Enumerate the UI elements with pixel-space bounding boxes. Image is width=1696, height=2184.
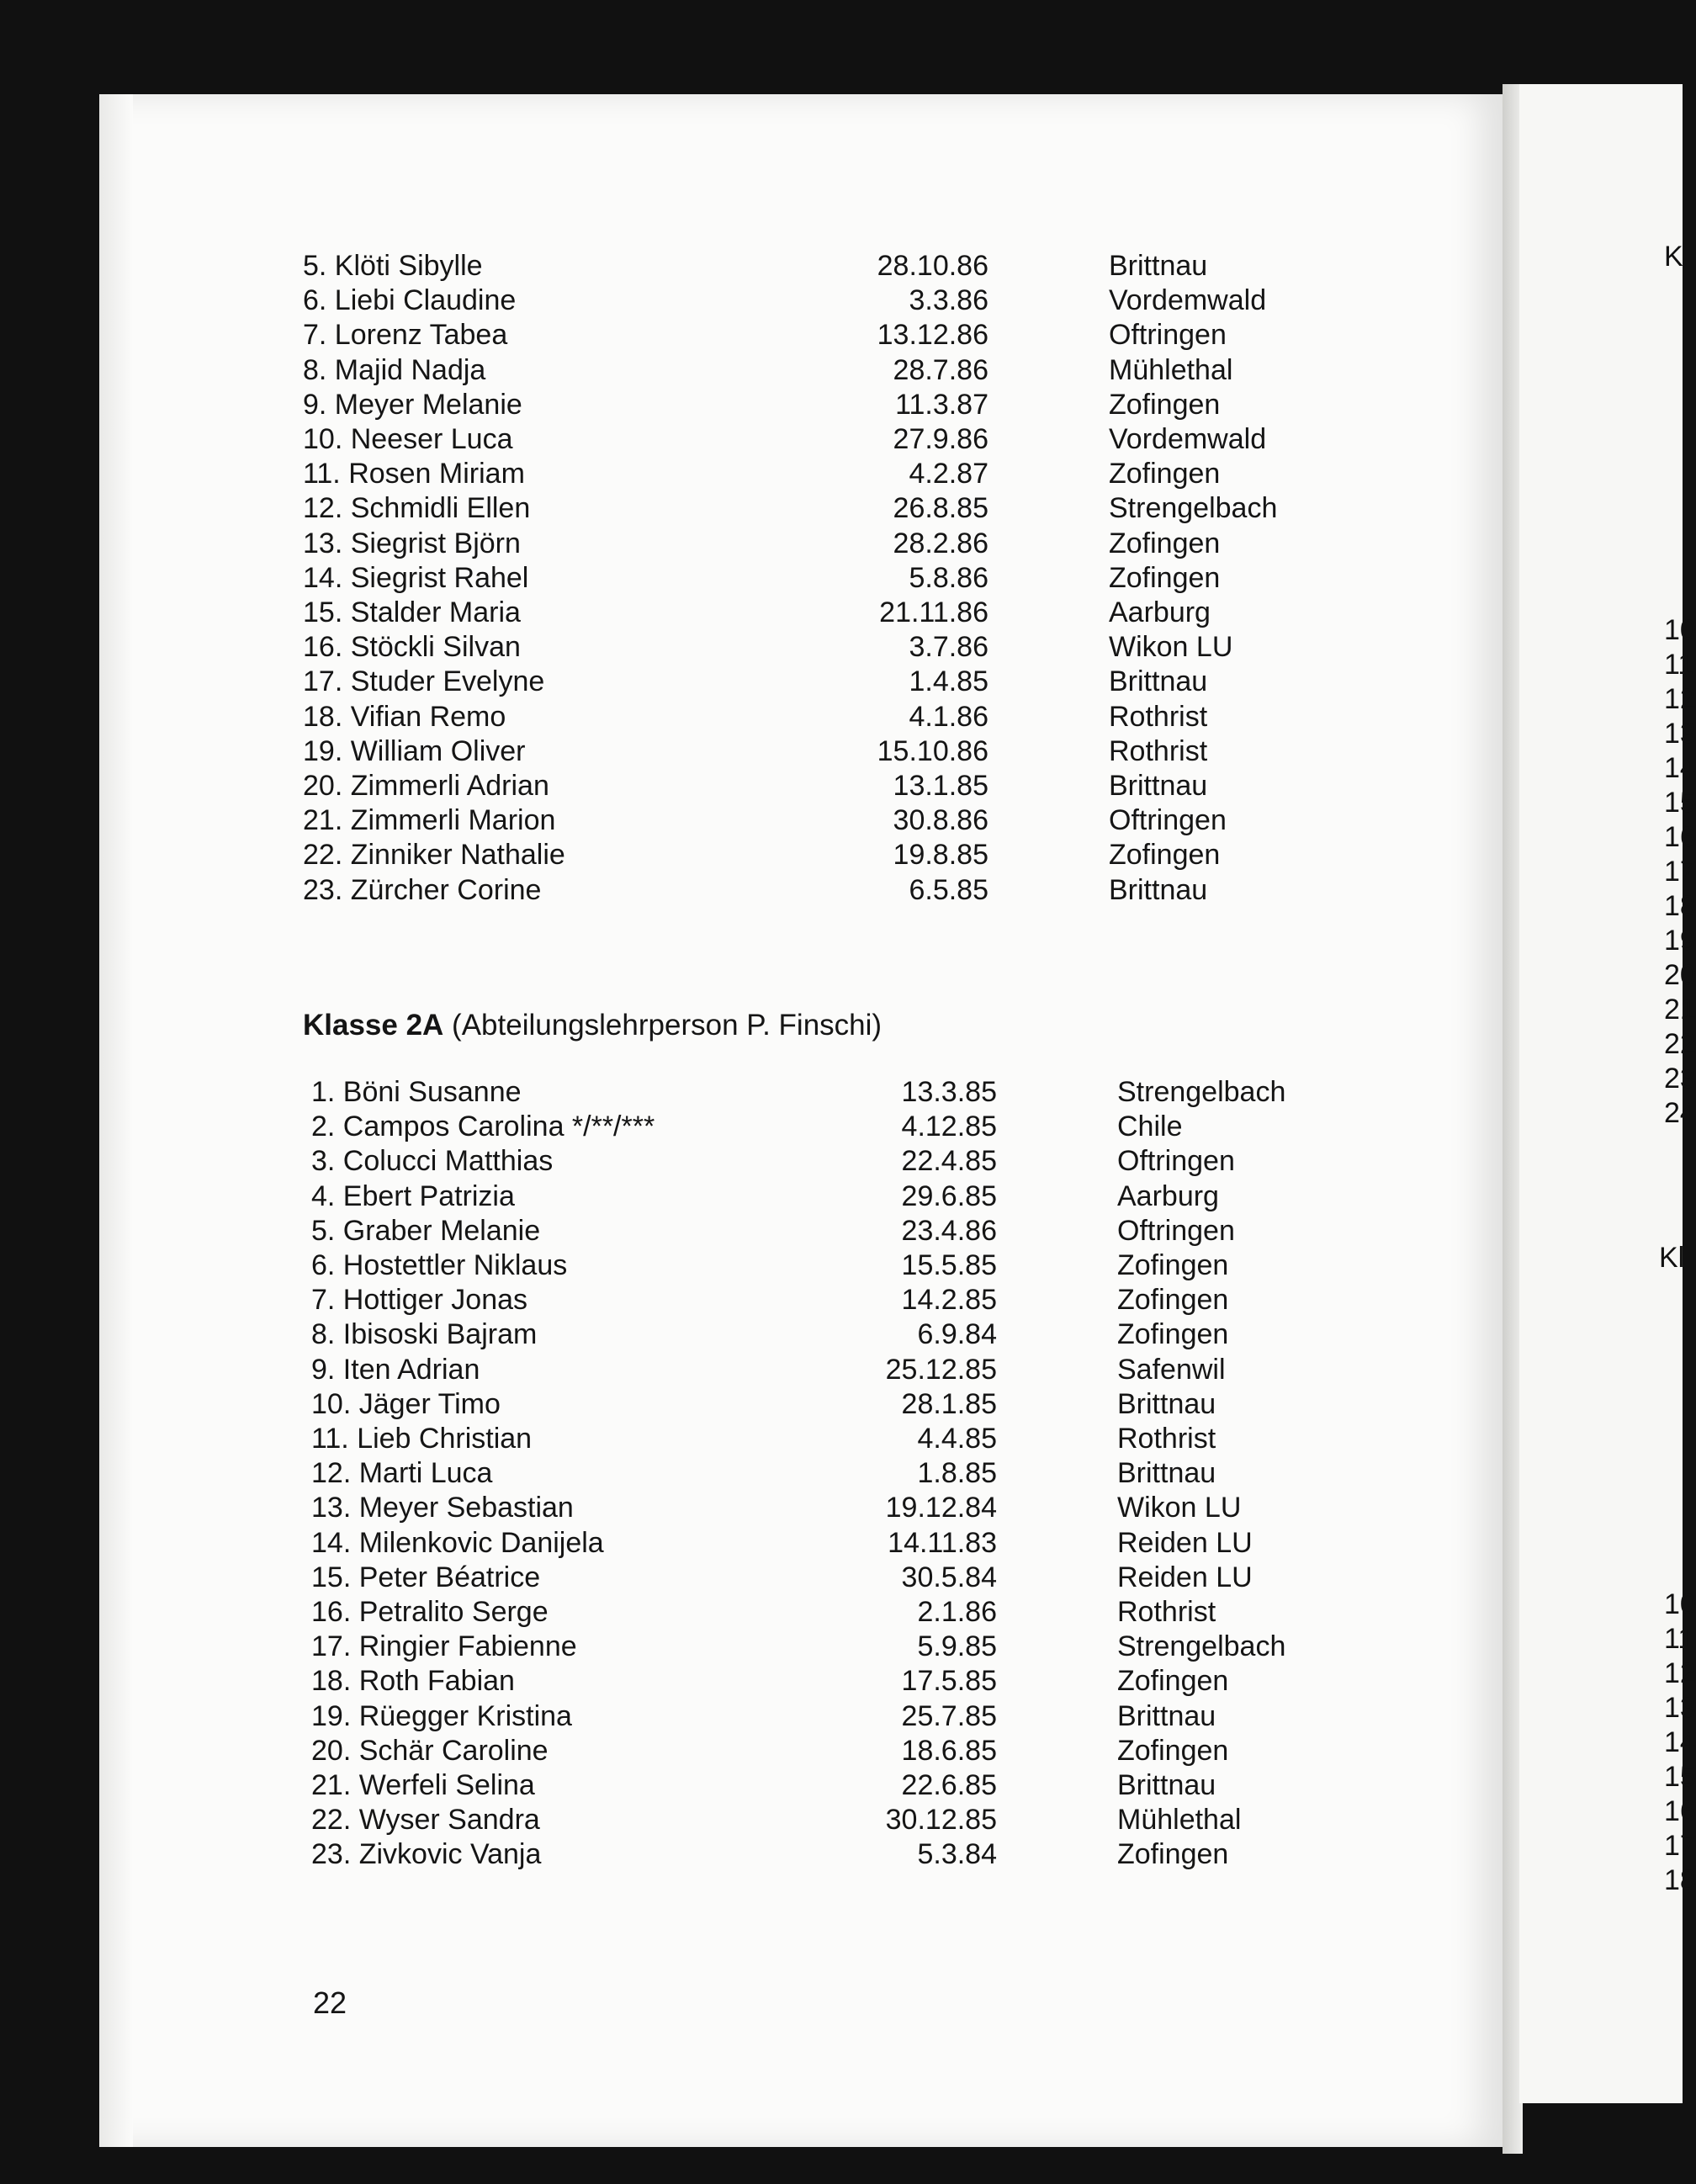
student-row <box>311 1317 1321 1352</box>
student-name: 18. Roth Fabian <box>311 1665 515 1698</box>
birth-date: 11.3.87 <box>895 388 988 421</box>
birth-date: 13.1.85 <box>893 770 988 802</box>
student-name: 17. Studer Evelyne <box>303 665 545 698</box>
student-name: 3. Colucci Matthias <box>311 1145 554 1178</box>
student-row <box>311 1144 1321 1179</box>
home-town: Reiden LU <box>1117 1561 1253 1593</box>
student-row <box>303 527 1312 561</box>
home-town: Mühlethal <box>1109 353 1233 386</box>
birth-date: 27.9.86 <box>893 423 988 455</box>
home-town: Zofingen <box>1117 1284 1229 1317</box>
right-page-row-number: 18 <box>1664 1864 1696 1896</box>
home-town: Zofingen <box>1109 839 1221 872</box>
class-heading-title: Klasse 2A <box>303 1009 444 1042</box>
student-row <box>311 1283 1321 1317</box>
student-name: 7. Lorenz Tabea <box>303 319 508 352</box>
right-page-row-number: 21 <box>1664 994 1696 1026</box>
student-name: 14. Siegrist Rahel <box>303 561 529 594</box>
right-page-row-number: 17 <box>1664 1830 1696 1862</box>
home-town: Strengelbach <box>1109 492 1278 525</box>
home-town: Vordemwald <box>1109 284 1267 317</box>
student-name: 19. Rüegger Kristina <box>311 1699 572 1732</box>
birth-date: 1.4.85 <box>909 665 988 698</box>
student-row <box>303 873 1312 908</box>
student-name: 6. Liebi Claudine <box>303 284 517 317</box>
home-town: Zofingen <box>1117 1249 1229 1281</box>
home-town: Vordemwald <box>1109 423 1267 455</box>
student-row <box>311 1387 1321 1422</box>
birth-date: 13.12.86 <box>877 319 988 352</box>
student-name: 5. Graber Melanie <box>311 1214 541 1247</box>
birth-date: 29.6.85 <box>901 1179 997 1212</box>
student-name: 8. Majid Nadja <box>303 353 486 386</box>
right-page-row-number: 24 <box>1664 1097 1696 1129</box>
birth-date: 28.10.86 <box>877 250 988 282</box>
student-row <box>311 1664 1321 1699</box>
home-town: Oftringen <box>1117 1214 1235 1247</box>
home-town: Aarburg <box>1117 1179 1219 1212</box>
home-town: Brittnau <box>1109 250 1208 282</box>
home-town: Mühlethal <box>1117 1804 1242 1837</box>
birth-date: 25.7.85 <box>901 1699 997 1732</box>
student-row <box>303 353 1312 388</box>
home-town: Brittnau <box>1117 1699 1216 1732</box>
student-row <box>303 422 1312 457</box>
student-row <box>303 803 1312 838</box>
student-name: 17. Ringier Fabienne <box>311 1630 577 1663</box>
student-row <box>311 1526 1321 1561</box>
home-town: Brittnau <box>1117 1769 1216 1801</box>
right-page-row-number: 14 <box>1664 752 1696 784</box>
birth-date: 13.3.85 <box>901 1076 997 1108</box>
student-name: 22. Wyser Sandra <box>311 1804 540 1837</box>
birth-date: 5.9.85 <box>917 1630 997 1663</box>
student-name: 10. Neeser Luca <box>303 423 513 455</box>
right-page-row-number: 12 <box>1664 683 1696 715</box>
right-page-row-number: 13 <box>1664 718 1696 750</box>
birth-date: 15.5.85 <box>901 1249 997 1281</box>
page-edge-shading <box>99 94 133 2147</box>
student-name: 21. Zimmerli Marion <box>303 804 556 837</box>
right-page-row-number: 19 <box>1664 925 1696 957</box>
student-name: 15. Peter Béatrice <box>311 1561 541 1593</box>
student-row <box>311 1803 1321 1837</box>
birth-date: 6.9.84 <box>917 1318 997 1351</box>
student-row <box>303 630 1312 665</box>
home-town: Zofingen <box>1117 1734 1229 1767</box>
birth-date: 23.4.86 <box>901 1214 997 1247</box>
student-name: 22. Zinniker Nathalie <box>303 839 565 872</box>
student-row <box>311 1768 1321 1803</box>
right-page-row-number: 18 <box>1664 890 1696 922</box>
student-name: 12. Schmidli Ellen <box>303 492 531 525</box>
student-row <box>303 700 1312 734</box>
right-page-row-number: 14 <box>1664 1726 1696 1758</box>
birth-date: 28.7.86 <box>893 353 988 386</box>
student-row <box>311 1595 1321 1630</box>
student-row <box>303 457 1312 491</box>
student-name: 21. Werfeli Selina <box>311 1769 535 1801</box>
home-town: Zofingen <box>1109 388 1221 421</box>
birth-date: 4.12.85 <box>901 1111 997 1143</box>
student-name: 11. Rosen Miriam <box>303 458 525 490</box>
student-name: 8. Ibisoski Bajram <box>311 1318 538 1351</box>
student-name: 2. Campos Carolina */**/*** <box>311 1111 655 1143</box>
home-town: Wikon LU <box>1109 631 1233 664</box>
student-name: 16. Petralito Serge <box>311 1596 549 1628</box>
student-name: 23. Zürcher Corine <box>303 873 542 906</box>
home-town: Brittnau <box>1117 1387 1216 1420</box>
student-row <box>311 1214 1321 1248</box>
student-name: 7. Hottiger Jonas <box>311 1284 528 1317</box>
student-row <box>303 388 1312 422</box>
home-town: Zofingen <box>1109 458 1221 490</box>
birth-date: 22.6.85 <box>901 1769 997 1801</box>
right-page-row-number: 10 <box>1664 1588 1696 1620</box>
student-row <box>311 1699 1321 1734</box>
student-row <box>303 318 1312 353</box>
student-row <box>311 1456 1321 1491</box>
home-town: Wikon LU <box>1117 1492 1242 1524</box>
home-town: Rothrist <box>1109 734 1208 767</box>
student-name: 1. Böni Susanne <box>311 1076 522 1108</box>
birth-date: 5.3.84 <box>917 1838 997 1871</box>
home-town: Oftringen <box>1117 1145 1235 1178</box>
birth-date: 17.5.85 <box>901 1665 997 1698</box>
right-page-row-number: 10 <box>1664 614 1696 646</box>
birth-date: 6.5.85 <box>909 873 988 906</box>
home-town: Strengelbach <box>1117 1076 1286 1108</box>
birth-date: 28.1.85 <box>901 1387 997 1420</box>
birth-date: 26.8.85 <box>893 492 988 525</box>
student-row <box>311 1837 1321 1872</box>
birth-date: 2.1.86 <box>917 1596 997 1628</box>
student-row <box>303 769 1312 803</box>
home-town: Chile <box>1117 1111 1183 1143</box>
birth-date: 1.8.85 <box>917 1457 997 1490</box>
home-town: Rothrist <box>1109 700 1208 733</box>
birth-date: 22.4.85 <box>901 1145 997 1178</box>
class-heading <box>303 1008 882 1043</box>
student-name: 5. Klöti Sibylle <box>303 250 483 282</box>
student-row <box>311 1734 1321 1768</box>
student-row <box>311 1561 1321 1595</box>
page-number: 22 <box>313 1985 347 2020</box>
right-page-row-number: 16 <box>1664 821 1696 853</box>
home-town: Rothrist <box>1117 1423 1216 1455</box>
student-row <box>311 1353 1321 1387</box>
birth-date: 28.2.86 <box>893 527 988 559</box>
student-row <box>303 665 1312 699</box>
birth-date: 5.8.86 <box>909 561 988 594</box>
birth-date: 14.2.85 <box>901 1284 997 1317</box>
student-row <box>303 249 1312 284</box>
right-page-row-number: 11 <box>1664 1623 1694 1655</box>
student-name: 9. Iten Adrian <box>311 1353 480 1386</box>
student-row <box>311 1491 1321 1525</box>
home-town: Zofingen <box>1117 1838 1229 1871</box>
birth-date: 30.5.84 <box>901 1561 997 1593</box>
student-row <box>303 561 1312 596</box>
birth-date: 25.12.85 <box>885 1353 997 1386</box>
right-page-heading-fragment: Kl <box>1659 1242 1685 1274</box>
home-town: Brittnau <box>1109 770 1208 802</box>
student-name: 9. Meyer Melanie <box>303 388 522 421</box>
home-town: Safenwil <box>1117 1353 1226 1386</box>
right-page-row-number: 22 <box>1664 1028 1696 1060</box>
home-town: Zofingen <box>1109 527 1221 559</box>
right-page-row-number: 16 <box>1664 1795 1696 1827</box>
home-town: Brittnau <box>1117 1457 1216 1490</box>
student-row <box>311 1075 1321 1110</box>
birth-date: 3.3.86 <box>909 284 988 317</box>
right-page-row-number: 23 <box>1664 1063 1696 1095</box>
birth-date: 30.12.85 <box>885 1804 997 1837</box>
student-row <box>311 1422 1321 1456</box>
right-page-row-number: 11 <box>1664 649 1694 681</box>
right-page-row-number: 17 <box>1664 856 1696 888</box>
student-name: 12. Marti Luca <box>311 1457 493 1490</box>
right-page-row-number: 20 <box>1664 959 1696 991</box>
student-row <box>303 596 1312 630</box>
home-town: Oftringen <box>1109 804 1227 837</box>
right-page-row-number: 15 <box>1664 787 1696 819</box>
home-town: Aarburg <box>1109 596 1211 628</box>
class-heading-teacher: (Abteilungslehrperson P. Finschi) <box>443 1009 882 1042</box>
home-town: Oftringen <box>1109 319 1227 352</box>
student-row <box>311 1110 1321 1144</box>
home-town: Zofingen <box>1109 561 1221 594</box>
student-name: 13. Siegrist Björn <box>303 527 521 559</box>
student-name: 6. Hostettler Niklaus <box>311 1249 568 1281</box>
birth-date: 21.11.86 <box>879 596 988 628</box>
right-page-row-number: 12 <box>1664 1657 1696 1689</box>
right-page-row-number: 13 <box>1664 1692 1696 1724</box>
home-town: Brittnau <box>1109 873 1208 906</box>
book-page-right-partial <box>1519 84 1683 2103</box>
birth-date: 18.6.85 <box>901 1734 997 1767</box>
student-name: 20. Schär Caroline <box>311 1734 549 1767</box>
birth-date: 19.8.85 <box>893 839 988 872</box>
student-name: 19. William Oliver <box>303 734 526 767</box>
birth-date: 4.2.87 <box>909 458 988 490</box>
birth-date: 19.12.84 <box>885 1492 997 1524</box>
student-name: 14. Milenkovic Danijela <box>311 1526 604 1559</box>
birth-date: 3.7.86 <box>909 631 988 664</box>
student-row <box>303 491 1312 526</box>
student-name: 13. Meyer Sebastian <box>311 1492 574 1524</box>
student-name: 20. Zimmerli Adrian <box>303 770 549 802</box>
student-name: 16. Stöckli Silvan <box>303 631 521 664</box>
student-row <box>311 1630 1321 1664</box>
birth-date: 30.8.86 <box>893 804 988 837</box>
student-row <box>303 284 1312 318</box>
student-row <box>311 1179 1321 1214</box>
home-town: Zofingen <box>1117 1318 1229 1351</box>
student-name: 10. Jäger Timo <box>311 1387 501 1420</box>
student-name: 18. Vifian Remo <box>303 700 506 733</box>
student-name: 4. Ebert Patrizia <box>311 1179 515 1212</box>
right-page-heading-fragment: K <box>1664 241 1683 273</box>
right-page-row-number: 15 <box>1664 1761 1696 1793</box>
student-name: 23. Zivkovic Vanja <box>311 1838 542 1871</box>
birth-date: 4.1.86 <box>909 700 988 733</box>
home-town: Brittnau <box>1109 665 1208 698</box>
student-name: 11. Lieb Christian <box>311 1423 533 1455</box>
home-town: Reiden LU <box>1117 1526 1253 1559</box>
student-name: 15. Stalder Maria <box>303 596 521 628</box>
home-town: Rothrist <box>1117 1596 1216 1628</box>
student-row <box>303 734 1312 769</box>
home-town: Strengelbach <box>1117 1630 1286 1663</box>
birth-date: 14.11.83 <box>888 1526 997 1559</box>
birth-date: 4.4.85 <box>917 1423 997 1455</box>
student-row <box>311 1248 1321 1283</box>
home-town: Zofingen <box>1117 1665 1229 1698</box>
birth-date: 15.10.86 <box>877 734 988 767</box>
student-row <box>303 838 1312 872</box>
